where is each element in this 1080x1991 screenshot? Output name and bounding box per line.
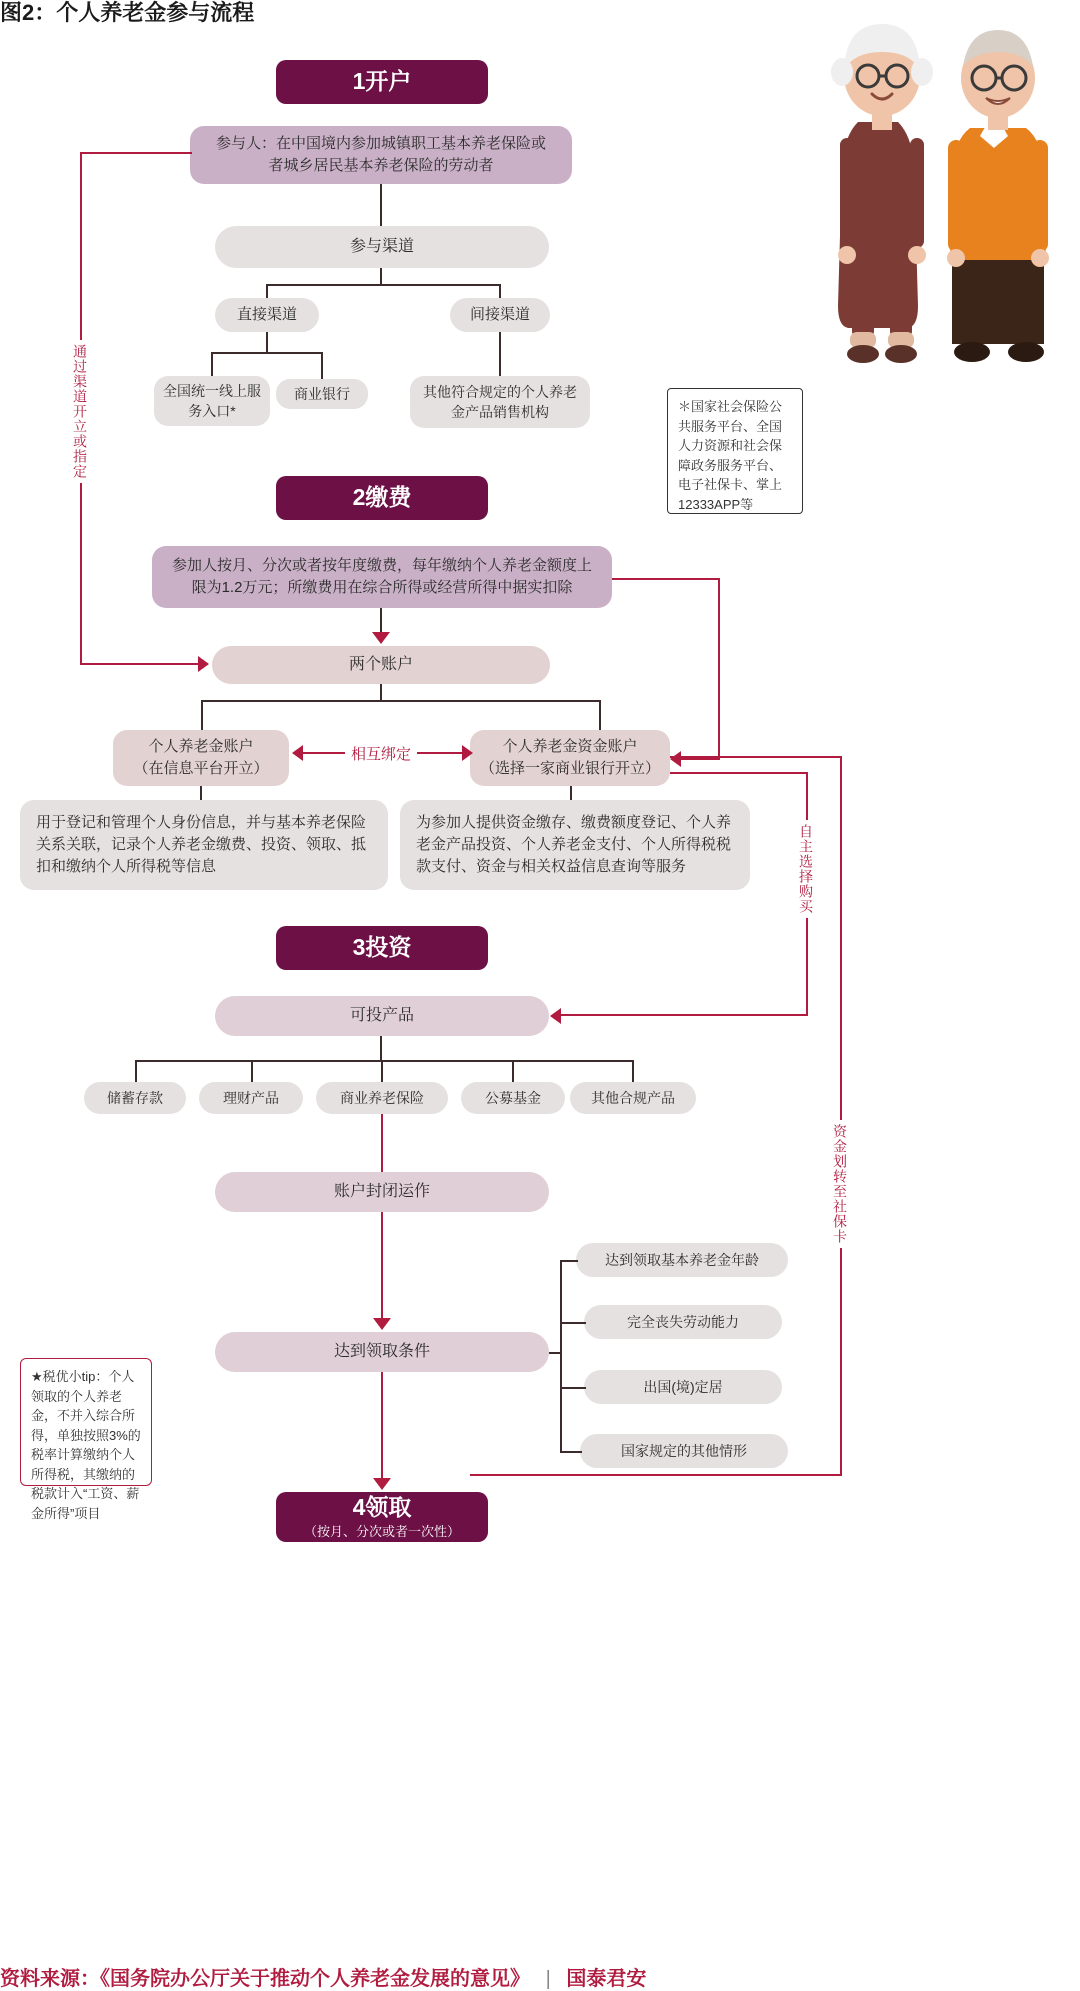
connector [560, 1451, 582, 1453]
stage-1-open-account [276, 60, 488, 104]
arrowhead [462, 745, 473, 761]
connector [381, 1372, 383, 1482]
product-other-compliant: 其他合规产品 [570, 1082, 696, 1114]
stage-4-sublabel: （按月、分次或者一次性） [303, 1524, 460, 1539]
red-route-open [80, 663, 204, 665]
red-route-fund [680, 758, 720, 760]
condition-retirement-age: 达到领取基本养老金年龄 [576, 1243, 788, 1277]
online-portal-note: ＊国家社会保险公共服务平台、全国人力资源和社会保障政务服务平台、电子社保卡、掌上12333APP等 [667, 388, 803, 514]
source-text: 资料来源：《国务院办公厅关于推动个人养老金发展的意见》 [0, 1968, 530, 1990]
arrowhead [373, 1318, 391, 1330]
stage-2-label: 2缴费 [352, 484, 412, 511]
two-accounts-box: 两个账户 [212, 646, 550, 684]
page-title: 图2：个人养老金参与流程 [0, 0, 255, 25]
connector [266, 332, 268, 352]
participant-box: 参与人：在中国境内参加城镇职工基本养老保险或者城乡居民基本养老保险的劳动者 [190, 126, 572, 184]
stage-4-withdraw [276, 1492, 488, 1542]
contribution-rule-box: 参加人按月、分次或者按年度缴费，每年缴纳个人养老金额度上限为1.2万元；所缴费用在综合所得或经营所得中据实扣除 [152, 546, 612, 608]
connector [560, 1260, 578, 1262]
stage-2-contribution [276, 476, 488, 520]
condition-other: 国家规定的其他情形 [580, 1434, 788, 1468]
connector [632, 1060, 634, 1082]
arrowhead [292, 745, 303, 761]
stage-4-label: 4领取 [352, 1494, 412, 1521]
connector [135, 1060, 633, 1062]
red-route-transfer [840, 756, 842, 1476]
connector [499, 284, 501, 298]
stage-1-label: 1开户 [352, 68, 412, 95]
condition-settle-abroad: 出国(境)定居 [584, 1370, 782, 1404]
connector [380, 268, 382, 284]
source-footer: 资料来源：《国务院办公厅关于推动个人养老金发展的意见》 | 国泰君安 [0, 1968, 647, 1990]
personal-pension-fund-account-box: 个人养老金资金账户 （选择一家商业银行开立） [470, 730, 670, 786]
channel-box: 参与渠道 [215, 226, 549, 268]
label-self-select-purchase: 自主选择购买 [796, 820, 816, 918]
red-route-transfer [470, 1474, 842, 1476]
product-wealth-management: 理财产品 [199, 1082, 303, 1114]
connector [599, 700, 601, 730]
red-route-transfer [670, 756, 842, 758]
investable-products-box: 可投产品 [215, 996, 549, 1036]
indirect-channel-box: 间接渠道 [450, 298, 550, 332]
connector [266, 284, 268, 298]
personal-pension-account-desc: 用于登记和管理个人身份信息，并与基本养老保险关系关联，记录个人养老金缴费、投资、领取、抵扣和缴纳个人所得税等信息 [20, 800, 388, 890]
personal-pension-fund-account-desc: 为参加人提供资金缴存、缴费额度登记、个人养老金产品投资、个人养老金支付、个人所得税税款支付、资金与相关权益信息查询等服务 [400, 800, 750, 890]
connector [549, 1352, 561, 1354]
connector [251, 1060, 253, 1082]
product-commercial-pension-insurance: 商业养老保险 [316, 1082, 448, 1114]
connector [499, 332, 501, 376]
connector [380, 608, 382, 634]
connector [560, 1260, 562, 1452]
connector [381, 1060, 383, 1082]
direct-channel-box: 直接渠道 [215, 298, 319, 332]
personal-pension-account-box: 个人养老金账户 （在信息平台开立） [113, 730, 289, 786]
stage-3-investment [276, 926, 488, 970]
connector [380, 684, 382, 702]
connector [201, 700, 203, 730]
connector [560, 1322, 586, 1324]
connector [560, 1387, 586, 1389]
connector [321, 352, 323, 379]
arrowhead [373, 1478, 391, 1490]
label-transfer-to-card: 资金划转至社保卡 [830, 1120, 850, 1248]
bind-label: 相互绑定 [345, 743, 417, 764]
condition-loss-of-capacity: 完全丧失劳动能力 [584, 1305, 782, 1339]
connector [201, 700, 601, 702]
label-open-via-channel: 通过渠道开立或指定 [70, 340, 90, 483]
connector [211, 352, 213, 376]
org-text: 国泰君安 [566, 1968, 647, 1990]
elderly-couple-illustration [820, 10, 1080, 390]
arrowhead [550, 1008, 561, 1024]
product-public-fund: 公募基金 [461, 1082, 565, 1114]
product-savings: 储蓄存款 [84, 1082, 186, 1114]
red-route-fund [612, 578, 720, 580]
arrowhead [198, 656, 209, 672]
red-route-purchase [560, 1014, 808, 1016]
direct-child-online-portal: 全国统一线上服务入口* [154, 376, 270, 426]
red-route-open [80, 152, 192, 154]
connector [211, 352, 323, 354]
connector [512, 1060, 514, 1082]
arrowhead [670, 751, 681, 767]
red-route-fund [718, 578, 720, 760]
direct-child-bank: 商业银行 [276, 379, 368, 409]
connector [381, 1114, 383, 1172]
withdraw-condition-box: 达到领取条件 [215, 1332, 549, 1372]
connector [381, 1212, 383, 1320]
indirect-child-sales-org: 其他符合规定的个人养老金产品销售机构 [410, 376, 590, 428]
connector [266, 284, 500, 286]
connector [570, 786, 572, 800]
tax-benefit-tip: ★税优小tip：个人领取的个人养老金，不并入综合所得，单独按照3%的税率计算缴纳个人所得税，其缴纳的税款计入“工资、薪金所得”项目 [20, 1358, 152, 1486]
connector [135, 1060, 137, 1082]
arrowhead [372, 632, 390, 644]
red-route-purchase [670, 772, 808, 774]
connector [380, 1036, 382, 1060]
stage-3-label: 3投资 [352, 934, 412, 961]
connector [380, 184, 382, 226]
connector [200, 786, 202, 800]
closed-operation-box: 账户封闭运作 [215, 1172, 549, 1212]
